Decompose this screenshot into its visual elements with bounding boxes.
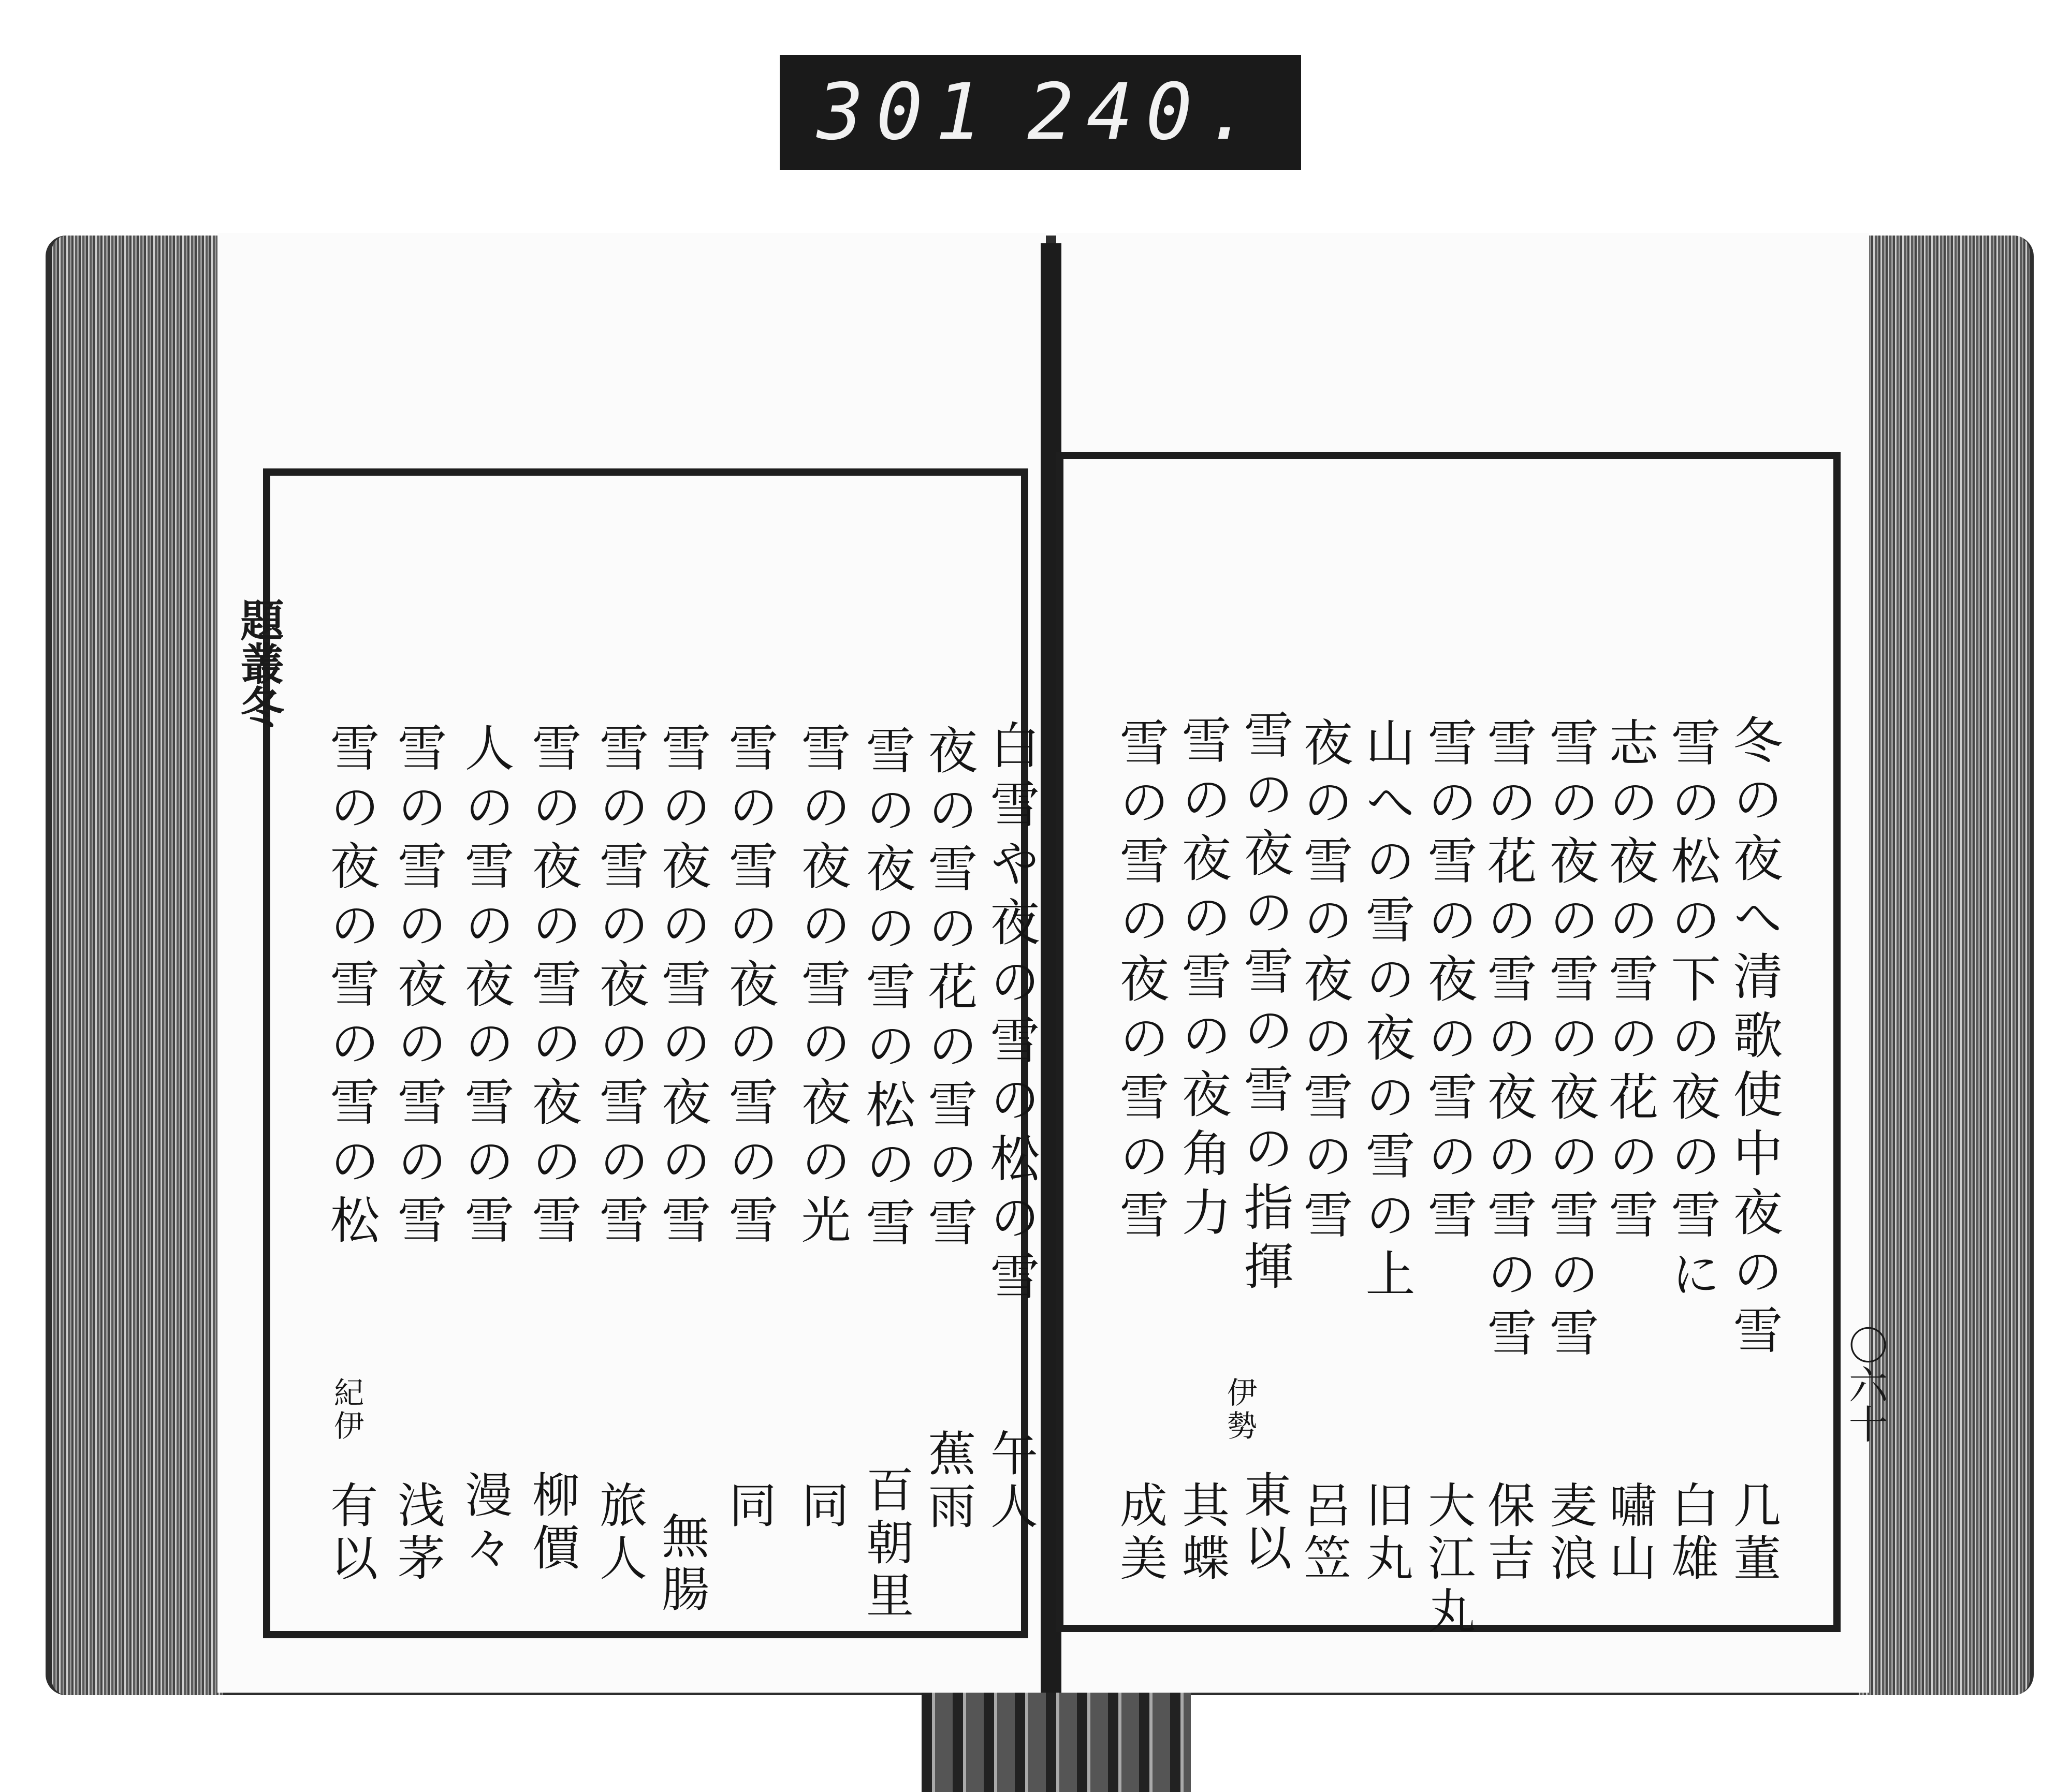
left-author-11: 有以 (323, 1480, 378, 1586)
right-poem-5: 雪の花の雪の夜の雪の雪 (1479, 717, 1537, 1366)
spine-bottom (922, 1693, 1191, 1792)
right-author-7: 旧丸 (1358, 1480, 1413, 1586)
right-poem-7: 山への雪の夜の雪の上 (1358, 717, 1416, 1307)
left-author-9: 漫々 (457, 1470, 513, 1576)
right-poem-10: 雪の夜の雪の夜角力 (1174, 714, 1232, 1245)
left-poem-4: 雪の夜の雪の夜の光 (793, 722, 851, 1253)
right-author-note: 伊勢 (1222, 1377, 1257, 1443)
right-author-10: 其蝶 (1174, 1480, 1230, 1586)
left-page-edges (52, 236, 223, 1695)
right-poem-1: 冬の夜へ清歌使中夜の雪 (1725, 714, 1783, 1363)
left-author-1: 午人 (983, 1429, 1038, 1534)
left-poem-2: 夜の雪の花の雪の雪 (920, 725, 978, 1256)
left-author-2: 蕉雨 (921, 1429, 976, 1534)
right-author-2: 白雄 (1664, 1480, 1719, 1586)
folio-number: 〇六十 (1842, 1325, 1888, 1443)
right-author-8: 呂笠 (1296, 1480, 1351, 1586)
right-poem-4: 雪の夜の雪の夜の雪の雪 (1541, 717, 1599, 1366)
right-poem-2: 雪の松の下の夜の雪に (1663, 717, 1721, 1307)
left-poem-8: 雪の夜の雪の夜の雪 (524, 722, 582, 1253)
left-author-10: 浅茅 (390, 1480, 445, 1586)
right-poem-3: 志の夜の雪の花の雪 (1601, 717, 1659, 1248)
left-author-5: 同 (721, 1480, 777, 1533)
right-poem-8: 夜の雪の夜の雪の雪 (1295, 717, 1353, 1248)
archive-number-plate (780, 55, 1301, 170)
right-poem-9: 雪の夜の雪の雪の指揮 (1236, 709, 1294, 1299)
right-page-edges (1859, 236, 2030, 1695)
plate-right-number: 240. (1027, 67, 1264, 157)
book-title: 題叢冬 (234, 598, 285, 728)
right-author-9: 東以 (1236, 1470, 1292, 1576)
left-poem-11: 雪の夜の雪の雪の松 (322, 722, 380, 1253)
right-author-6: 大江丸 (1420, 1480, 1476, 1639)
left-poem-6: 雪の夜の雪の夜の雪 (653, 722, 711, 1253)
left-poem-10: 雪の雪の夜の雪の雪 (389, 722, 447, 1253)
left-author-4: 同 (794, 1480, 849, 1533)
left-poem-1: 白雪や夜の雪の松の雪 (982, 719, 1040, 1310)
left-poem-7: 雪の雪の夜の雪の雪 (591, 722, 649, 1253)
right-author-3: 嘯山 (1601, 1480, 1657, 1586)
right-author-11: 成美 (1112, 1480, 1168, 1586)
right-poem-6: 雪の雪の夜の雪の雪 (1420, 717, 1478, 1248)
left-author-7: 旅人 (592, 1480, 647, 1586)
right-author-1: 几董 (1726, 1480, 1781, 1586)
left-author-6: 無腸 (654, 1511, 709, 1617)
left-author-3: 百朝里 (858, 1465, 914, 1623)
plate-left-number: 301 (816, 67, 995, 157)
left-poem-3: 雪の夜の雪の松の雪 (858, 725, 916, 1256)
left-poem-9: 人の雪の夜の雪の雪 (457, 722, 515, 1253)
left-author-note: 紀伊 (329, 1377, 364, 1443)
right-poem-11: 雪の雪の夜の雪の雪 (1112, 717, 1170, 1248)
left-poem-5: 雪の雪の夜の雪の雪 (721, 722, 779, 1253)
right-author-4: 麦浪 (1542, 1480, 1597, 1586)
right-author-5: 保吉 (1480, 1480, 1535, 1586)
left-author-8: 柳價 (524, 1470, 580, 1576)
